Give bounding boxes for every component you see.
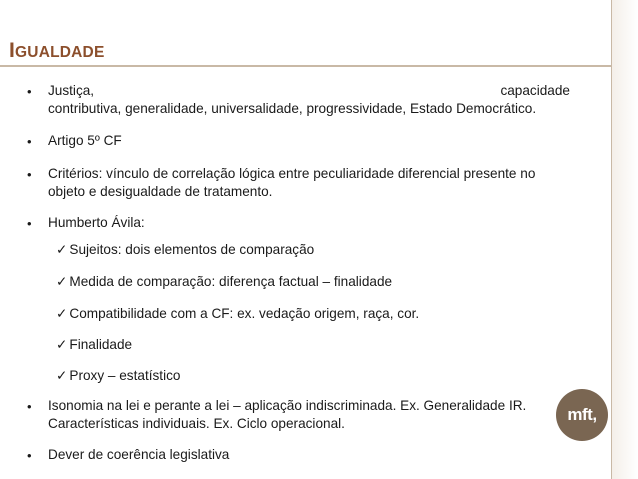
title-initial: I (9, 39, 16, 62)
check-icon: ✓ (56, 242, 68, 257)
bullet-6-line-1: Dever de coerência legislativa (48, 447, 230, 462)
bullet-5-line-2: Características individuais. Ex. Ciclo operacional. (48, 416, 345, 431)
check-item (56, 274, 392, 290)
bullet-4-line-1: Humberto Ávila: (48, 215, 145, 230)
bullet-5-line-1: Isonomia na lei e perante a lei – aplicação indiscriminada. Ex. Generalidade IR. (48, 398, 527, 413)
bullet-1-word-left: Justiça, (48, 83, 95, 98)
bullet-3-line-1: Critérios: vínculo de correlação lógica entre peculiaridade diferencial presente no (48, 166, 536, 181)
right-rule (611, 0, 612, 479)
bullet-symbol: • (27, 448, 32, 463)
title-rest: GUALDADE (15, 44, 105, 61)
check-icon: ✓ (56, 274, 68, 289)
check-icon: ✓ (56, 306, 68, 321)
check-item (56, 306, 419, 322)
check-item (56, 337, 132, 353)
check-item-label: Sujeitos: dois elementos de comparação (69, 242, 315, 257)
logo-text: mft, (567, 405, 597, 424)
bullet-1-line-2: contributiva, generalidade, universalidade, progressividade, Estado Democrático. (48, 101, 537, 116)
check-item-label: Proxy – estatístico (69, 368, 181, 383)
bullet-3-line-2: objeto e desigualdade de tratamento. (48, 184, 273, 199)
bullet-2-line-1: Artigo 5º CF (48, 133, 122, 148)
mft-logo (556, 389, 608, 441)
check-item (56, 368, 180, 384)
bullet-symbol: • (27, 399, 32, 414)
bullet-1-line-1 (48, 83, 570, 98)
bullet-symbol: • (27, 167, 32, 182)
check-item-label: Medida de comparação: diferença factual – finalidade (69, 274, 393, 289)
check-icon: ✓ (56, 337, 68, 352)
check-item-label: Compatibilidade com a CF: ex. vedação origem, raça, cor. (69, 306, 420, 321)
check-item (56, 242, 314, 258)
bullet-1-word-right: capacidade (500, 83, 570, 98)
check-icon: ✓ (56, 368, 68, 383)
right-shade (612, 0, 638, 479)
bullet-symbol: • (27, 84, 32, 99)
check-item-label: Finalidade (69, 337, 133, 352)
bullet-symbol: • (27, 216, 32, 231)
bullet-symbol: • (27, 134, 32, 149)
